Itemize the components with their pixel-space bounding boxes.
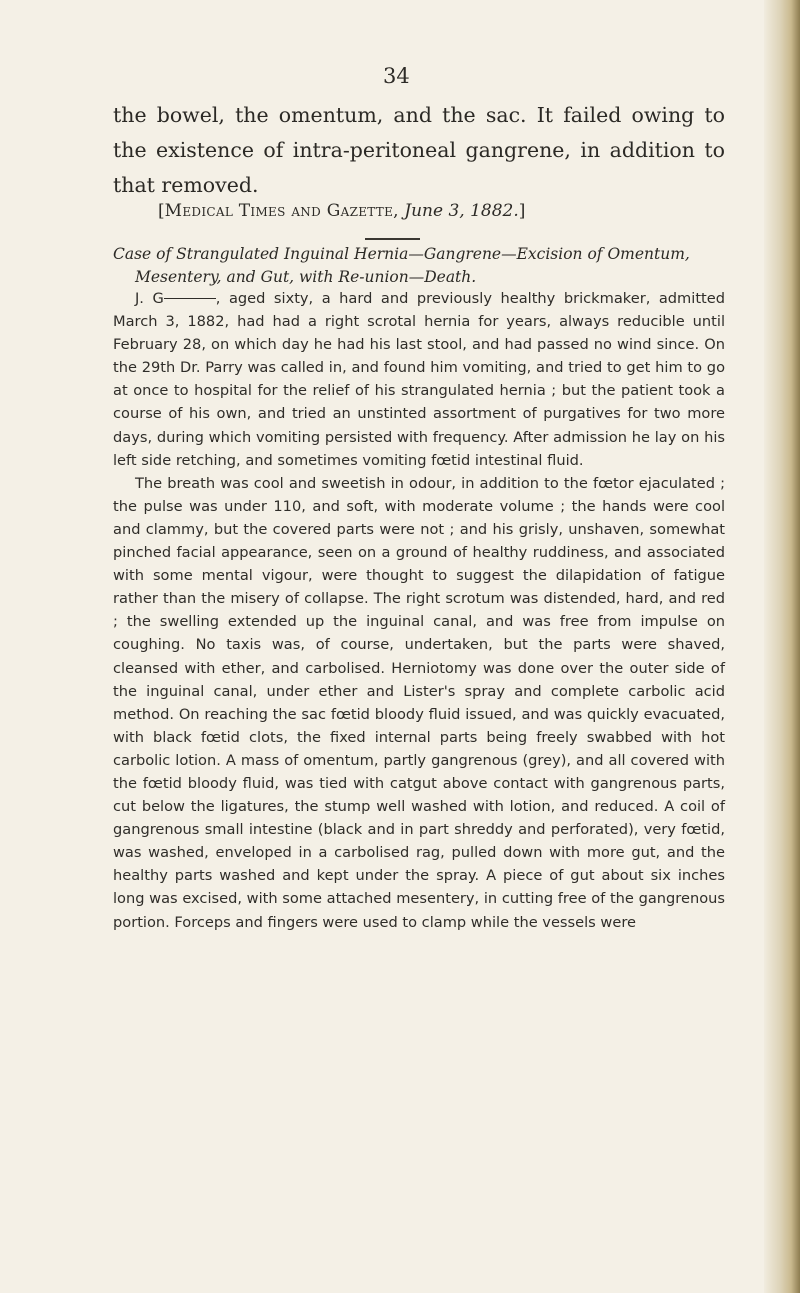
page-edge-shadow (764, 0, 800, 1293)
case-title (113, 243, 725, 289)
patient-initials: J. G (135, 290, 164, 307)
bracket-open: [ (158, 201, 165, 221)
case-body (113, 287, 725, 934)
bracket-close: ] (518, 201, 526, 221)
paragraph-1-text: , aged sixty, a hard and previously healthy brickmaker, admitted March 3, 1882, had had a right scrotal hernia for years, always reducible until February 28, on which day he had his last stool, and had passed no wind since. On the 29th Dr. Parry was called in, and found him vomiting, and tried to get him to go at once to hospital for the relief of his strangulated hernia ; but the patient took a course of his own, and tried an unstinted assortment of purgatives for two more days, during which vomiting persisted with frequency. After admission he lay on his left side retching, and sometimes vomiting fœtid intestinal fluid. (113, 290, 726, 469)
paragraph-2: The breath was cool and sweetish in odour, in addition to the fœtor ejaculated ; the pulse was under 110, and soft, with moderate volume ; the hands were cool and clammy, but the covered parts were not ; and his grisly, unshaven, somewhat pinched facial appearance, seen on a ground of healthy ruddiness, and associated with some mental vigour, were thought to suggest the dilapidation of fatigue rather than the misery of collapse. The right scrotum was distended, hard, and red ; the swelling extended up the inguinal canal, and was free from impulse on coughing. No taxis was, of course, undertaken, but the parts were shaved, cleansed with ether, and carbolised. Herniotomy was done over the outer side of the inguinal canal, under ether and Lister's spray and complete carbolic acid method. On reaching the sac fœtid bloody fluid issued, and was quickly evacuated, with black fœtid clots, the fixed internal parts being freely swabbed with hot carbolic lotion. A mass of omentum, partly gangrenous (grey), and all covered with the fœtid bloody fluid, was tied with catgut above contact with gangrenous parts, cut below the ligatures, the stump well washed with lotion, and reduced. A coil of gangrenous small intestine (black and in part shreddy and perforated), very fœtid, was washed, enveloped in a carbolised rag, pulled down with more gut, and the healthy parts washed and kept under the spray. A piece of gut about six inches long was excised, with some attached mesentery, in cutting free of the gangrenous portion. Forceps and fingers were used to clamp while the vessels were (113, 474, 725, 931)
citation-date: June 3, 1882. (404, 201, 519, 221)
case-title-line-2: Mesentery, and Gut, with Re-union—Death. (135, 268, 477, 286)
paragraph-1 (113, 287, 725, 472)
name-dash (164, 298, 216, 299)
lead-paragraph: the bowel, the omentum, and the sac. It failed owing to the existence of intra-peritoneal gangrene, in addition to that removed. (113, 103, 725, 197)
section-divider (365, 238, 420, 240)
case-title-line-1: Case of Strangulated Inguinal Hernia—Gangrene—Excision of Omentum, (113, 245, 690, 263)
source-citation (158, 201, 525, 221)
journal-name: Medical Times and Gazette, (164, 201, 399, 221)
page-number: 34 (383, 64, 410, 88)
